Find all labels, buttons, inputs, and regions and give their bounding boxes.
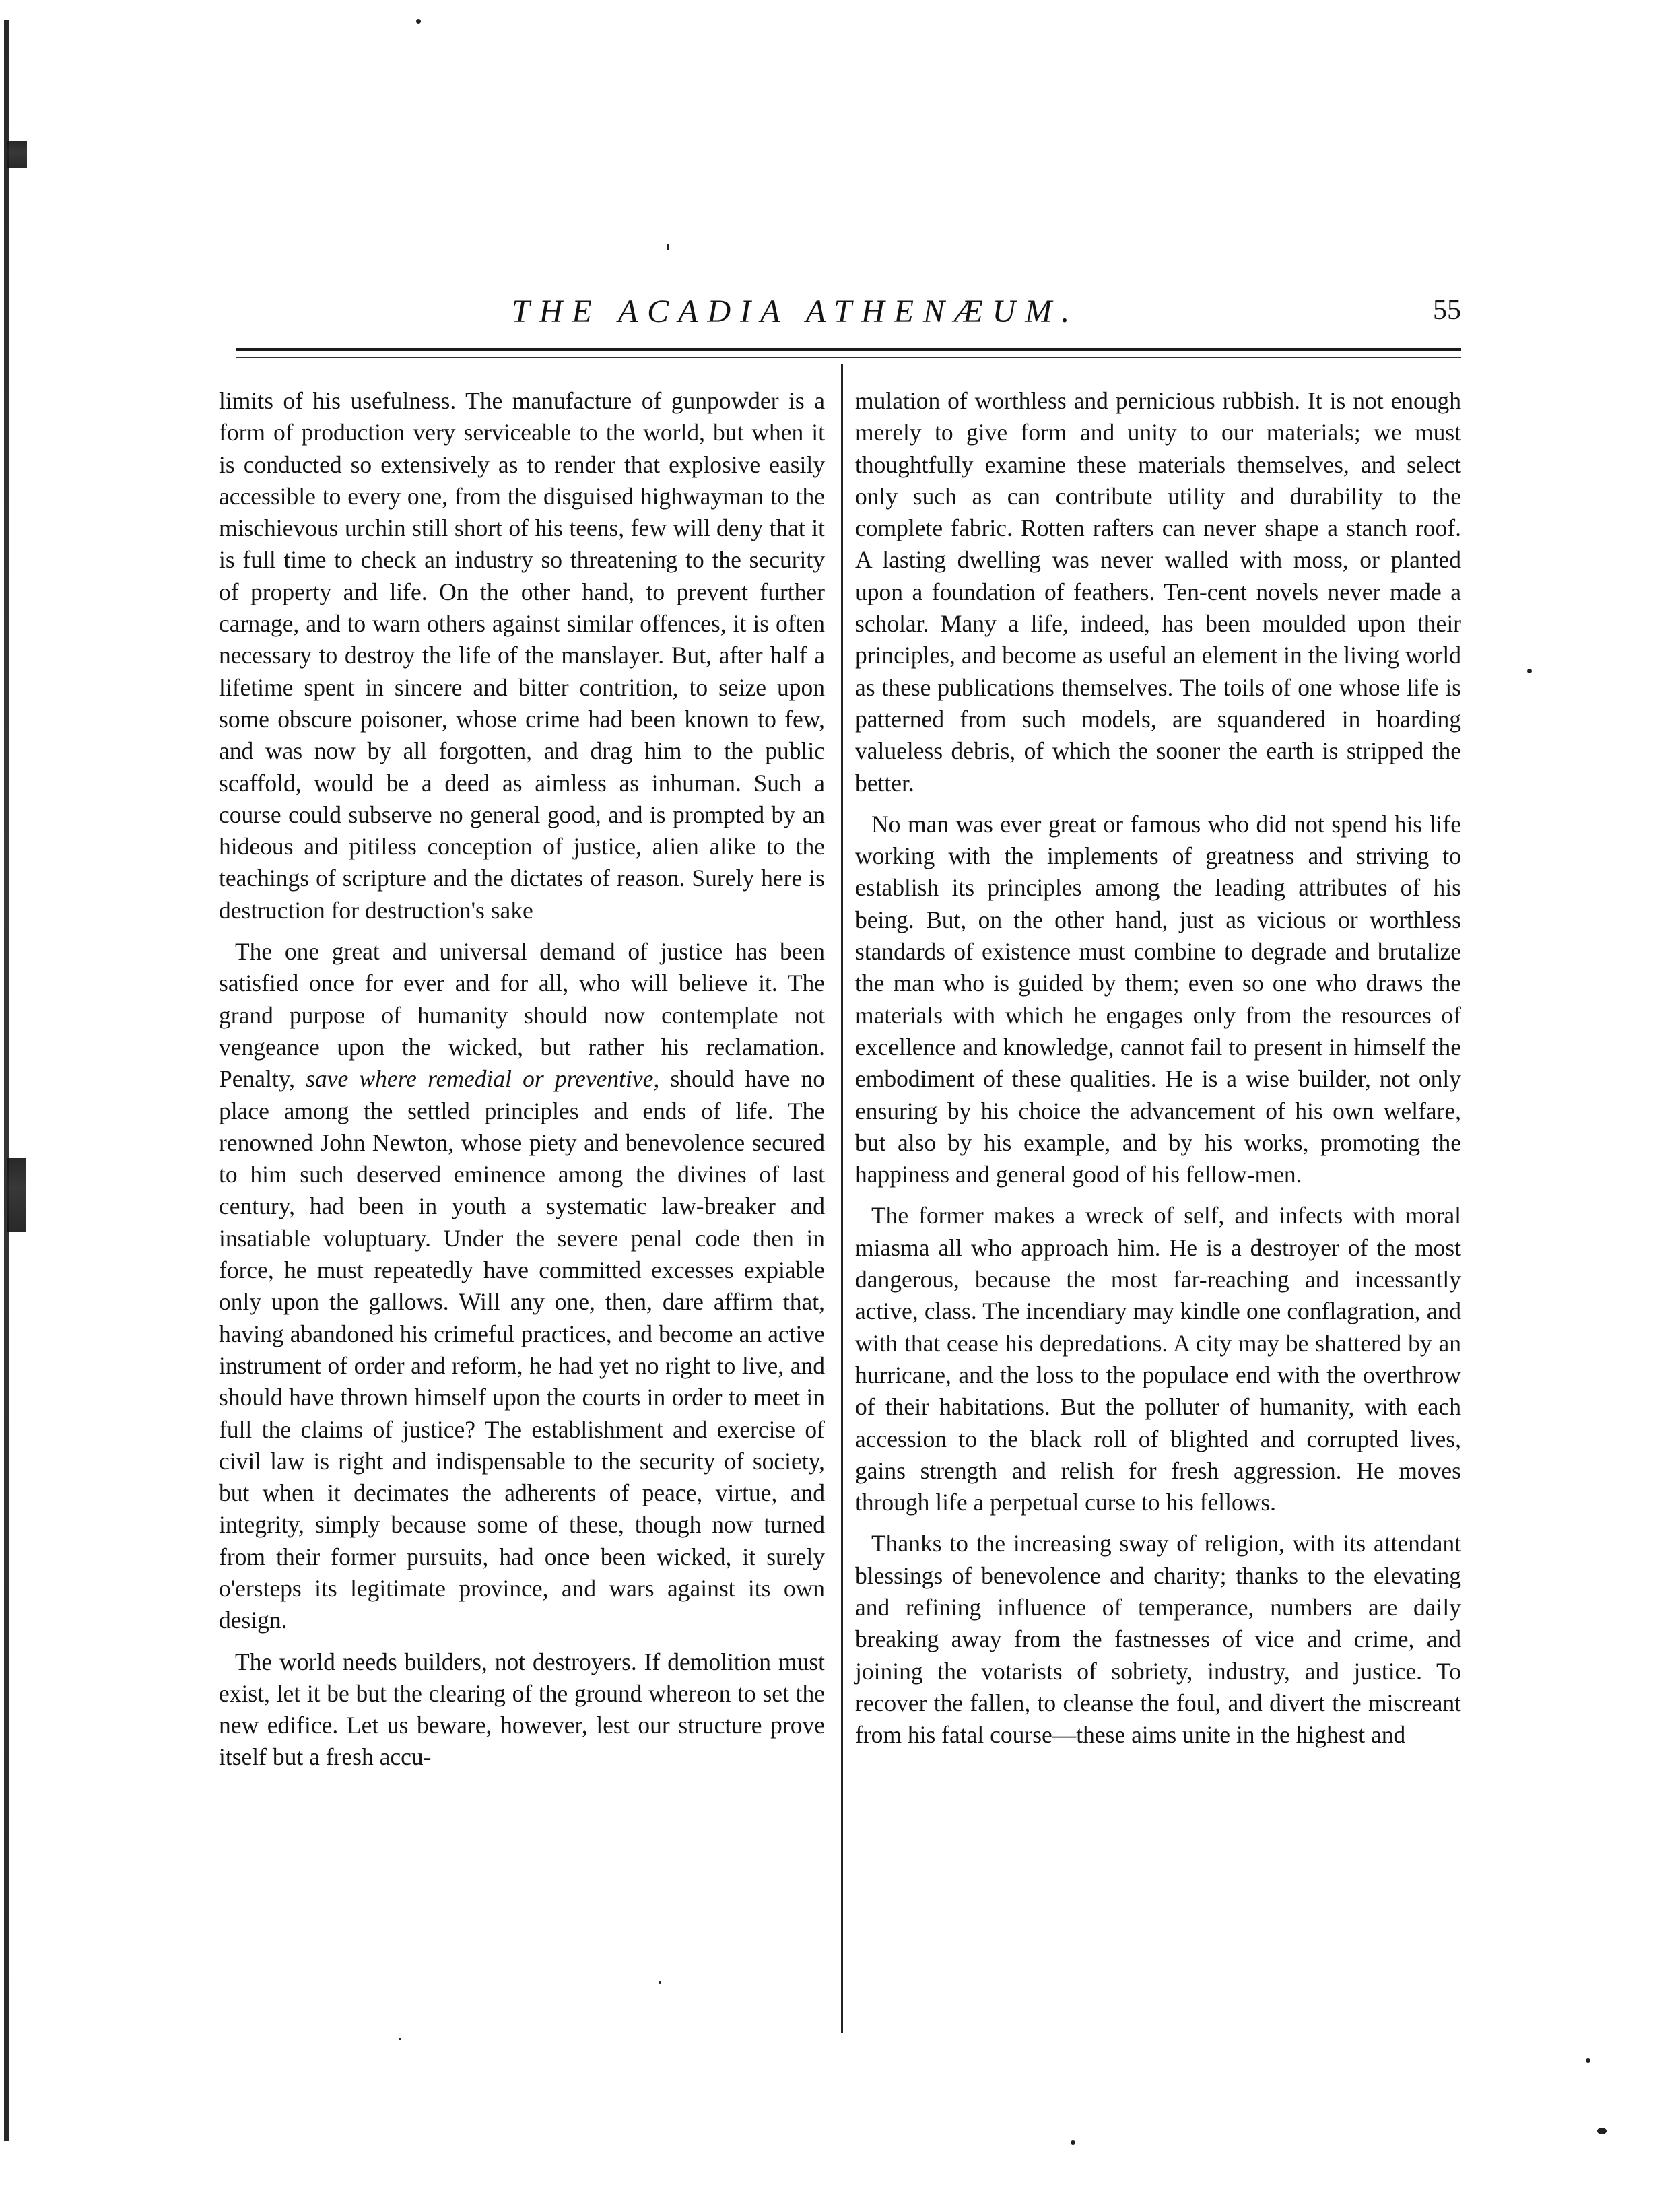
print-speck (659, 1981, 661, 1984)
emphasis-text: save where remedial or preventive, (306, 1065, 660, 1093)
paragraph: The world needs builders, not destroyers. If demolition must exist, let it be but the clearing of the ground whereon to set the new edifice. Let us beware, however, lest our structure prove itself but a fresh accu- (219, 1648, 825, 1771)
binding-edge (4, 20, 9, 2141)
print-speck (1586, 2058, 1590, 2063)
header-rule (236, 357, 1461, 358)
binding-mark (7, 1158, 26, 1232)
print-speck (1597, 2128, 1607, 2134)
paragraph: No man was ever great or famous who did not spend his life working with the implements of greatness and striving to establish its principles among the leading attributes of his being. But, on the other hand, just as vicious or worthless standards of existence must combine to degrade and brutalize the man who is guided by them; even so one who draws the materials with which he engages only from the resources of excellence and knowledge, cannot fail to present in himself the embodiment of these qualities. He is a wise builder, not only ensuring by his choice the advancement of his own welfare, but also by his example, and by his works, promoting the happiness and general good of his fellow-men. (855, 810, 1461, 1188)
paragraph: mulation of worthless and pernicious rubbish. It is not enough merely to give form and unity to our materials; we must thoughtfully examine these materials themselves, and select only such as can contribute utility and durability to the complete fabric. Rotten rafters can never shape a stanch roof. A lasting dwelling was never walled with moss, or planted upon a foundation of feathers. Ten-cent novels never made a scholar. Many a life, indeed, has been moulded upon their principles, and become as useful an element in the living world as these publications themselves. The toils of one whose life is patterned from such models, are squandered in hoarding valueless debris, of which the sooner the earth is stripped the better. (855, 387, 1461, 797)
running-header (229, 293, 1461, 340)
header-rule (236, 348, 1461, 351)
paragraph: Thanks to the increasing sway of religion, with its attendant blessings of benevolence and charity; thanks to the elevating and refining influence of temperance, numbers are daily breaking away from the fastnesses of vice and crime, and joining the votarists of sobriety, industry, and justice. To recover the fallen, to cleanse the foul, and divert the miscreant from his fatal course—these aims unite in the highest and (855, 1530, 1461, 1749)
column-divider (841, 364, 843, 2033)
paragraph (219, 936, 825, 1637)
print-speck (416, 19, 421, 24)
paragraph: limits of his usefulness. The manufacture of gunpowder is a form of production very serviceable to the world, but when it is conducted so extensively as to render that explosive easily accessible to every one, from the disguised highwayman to the mischievous urchin still short of his teens, few will deny that it is full time to check an industry so threatening to the security of property and life. On the other hand, to prevent further carnage, and to warn others against similar offences, it is often necessary to destroy the life of the manslayer. But, after half a lifetime spent in sincere and bitter contrition, to seize upon some obscure poisoner, whose crime had been known to few, and was now by all forgotten, and drag him to the public scaffold, would be a deed as aimless as inhuman. Such a course could subserve no general good, and is prompted by an hideous and pitiless conception of justice, alien alike to the teachings of scripture and the dictates of reason. Surely here is destruction for destruction's sake (219, 387, 825, 924)
paragraph-text: The one great and universal demand of justice has been satisfied once for ever and for all, who will believe it. The grand purpose of humanity should now contemplate not vengeance upon the wicked, but rather his reclamation. Penalty, (219, 938, 825, 1093)
print-speck (399, 2038, 401, 2040)
binding-mark (7, 141, 27, 168)
page-number: 55 (1433, 295, 1461, 326)
paragraph: The former makes a wreck of self, and infects with moral miasma all who approach him. He is a destroyer of the most dangerous, because the most far-reaching and incessantly active, class. The incendiary may kindle one conflagration, and with that cease his depredations. A city may be shattered by an hurricane, and the loss to the populace end with the overthrow of their habitations. But the polluter of humanity, with each accession to the black roll of blighted and corrupted lives, gains strength and relish for fresh aggression. He moves through life a perpetual curse to his fellows. (855, 1202, 1461, 1516)
journal-title: THE ACADIA ATHENÆUM. (512, 294, 1079, 329)
print-speck (1071, 2140, 1075, 2145)
left-column (219, 385, 825, 1783)
right-column (855, 385, 1461, 1760)
paragraph-text: should have no place among the settled principles and ends of life. The renowned John Newton, whose piety and benevolence secured to him such deserved eminence among the divines of last century, had been in youth a systematic law-breaker and insatiable voluptuary. Under the severe penal code then in force, he must repeatedly have committed excesses expiable only upon the gallows. Will any one, then, dare affirm that, having abandoned his crimeful practices, and become an active instrument of order and reform, he had yet no right to live, and should have thrown himself upon the courts in order to meet in full the claims of justice? The establishment and exercise of civil law is right and indispensable to the security of society, but when it decimates the adherents of peace, virtue, and integrity, simply because some of these, though now turned from their former pursuits, had once been wicked, it surely o'ersteps its legitimate province, and wars against its own design. (219, 1065, 825, 1634)
print-speck (667, 244, 669, 250)
print-speck (1527, 669, 1532, 673)
